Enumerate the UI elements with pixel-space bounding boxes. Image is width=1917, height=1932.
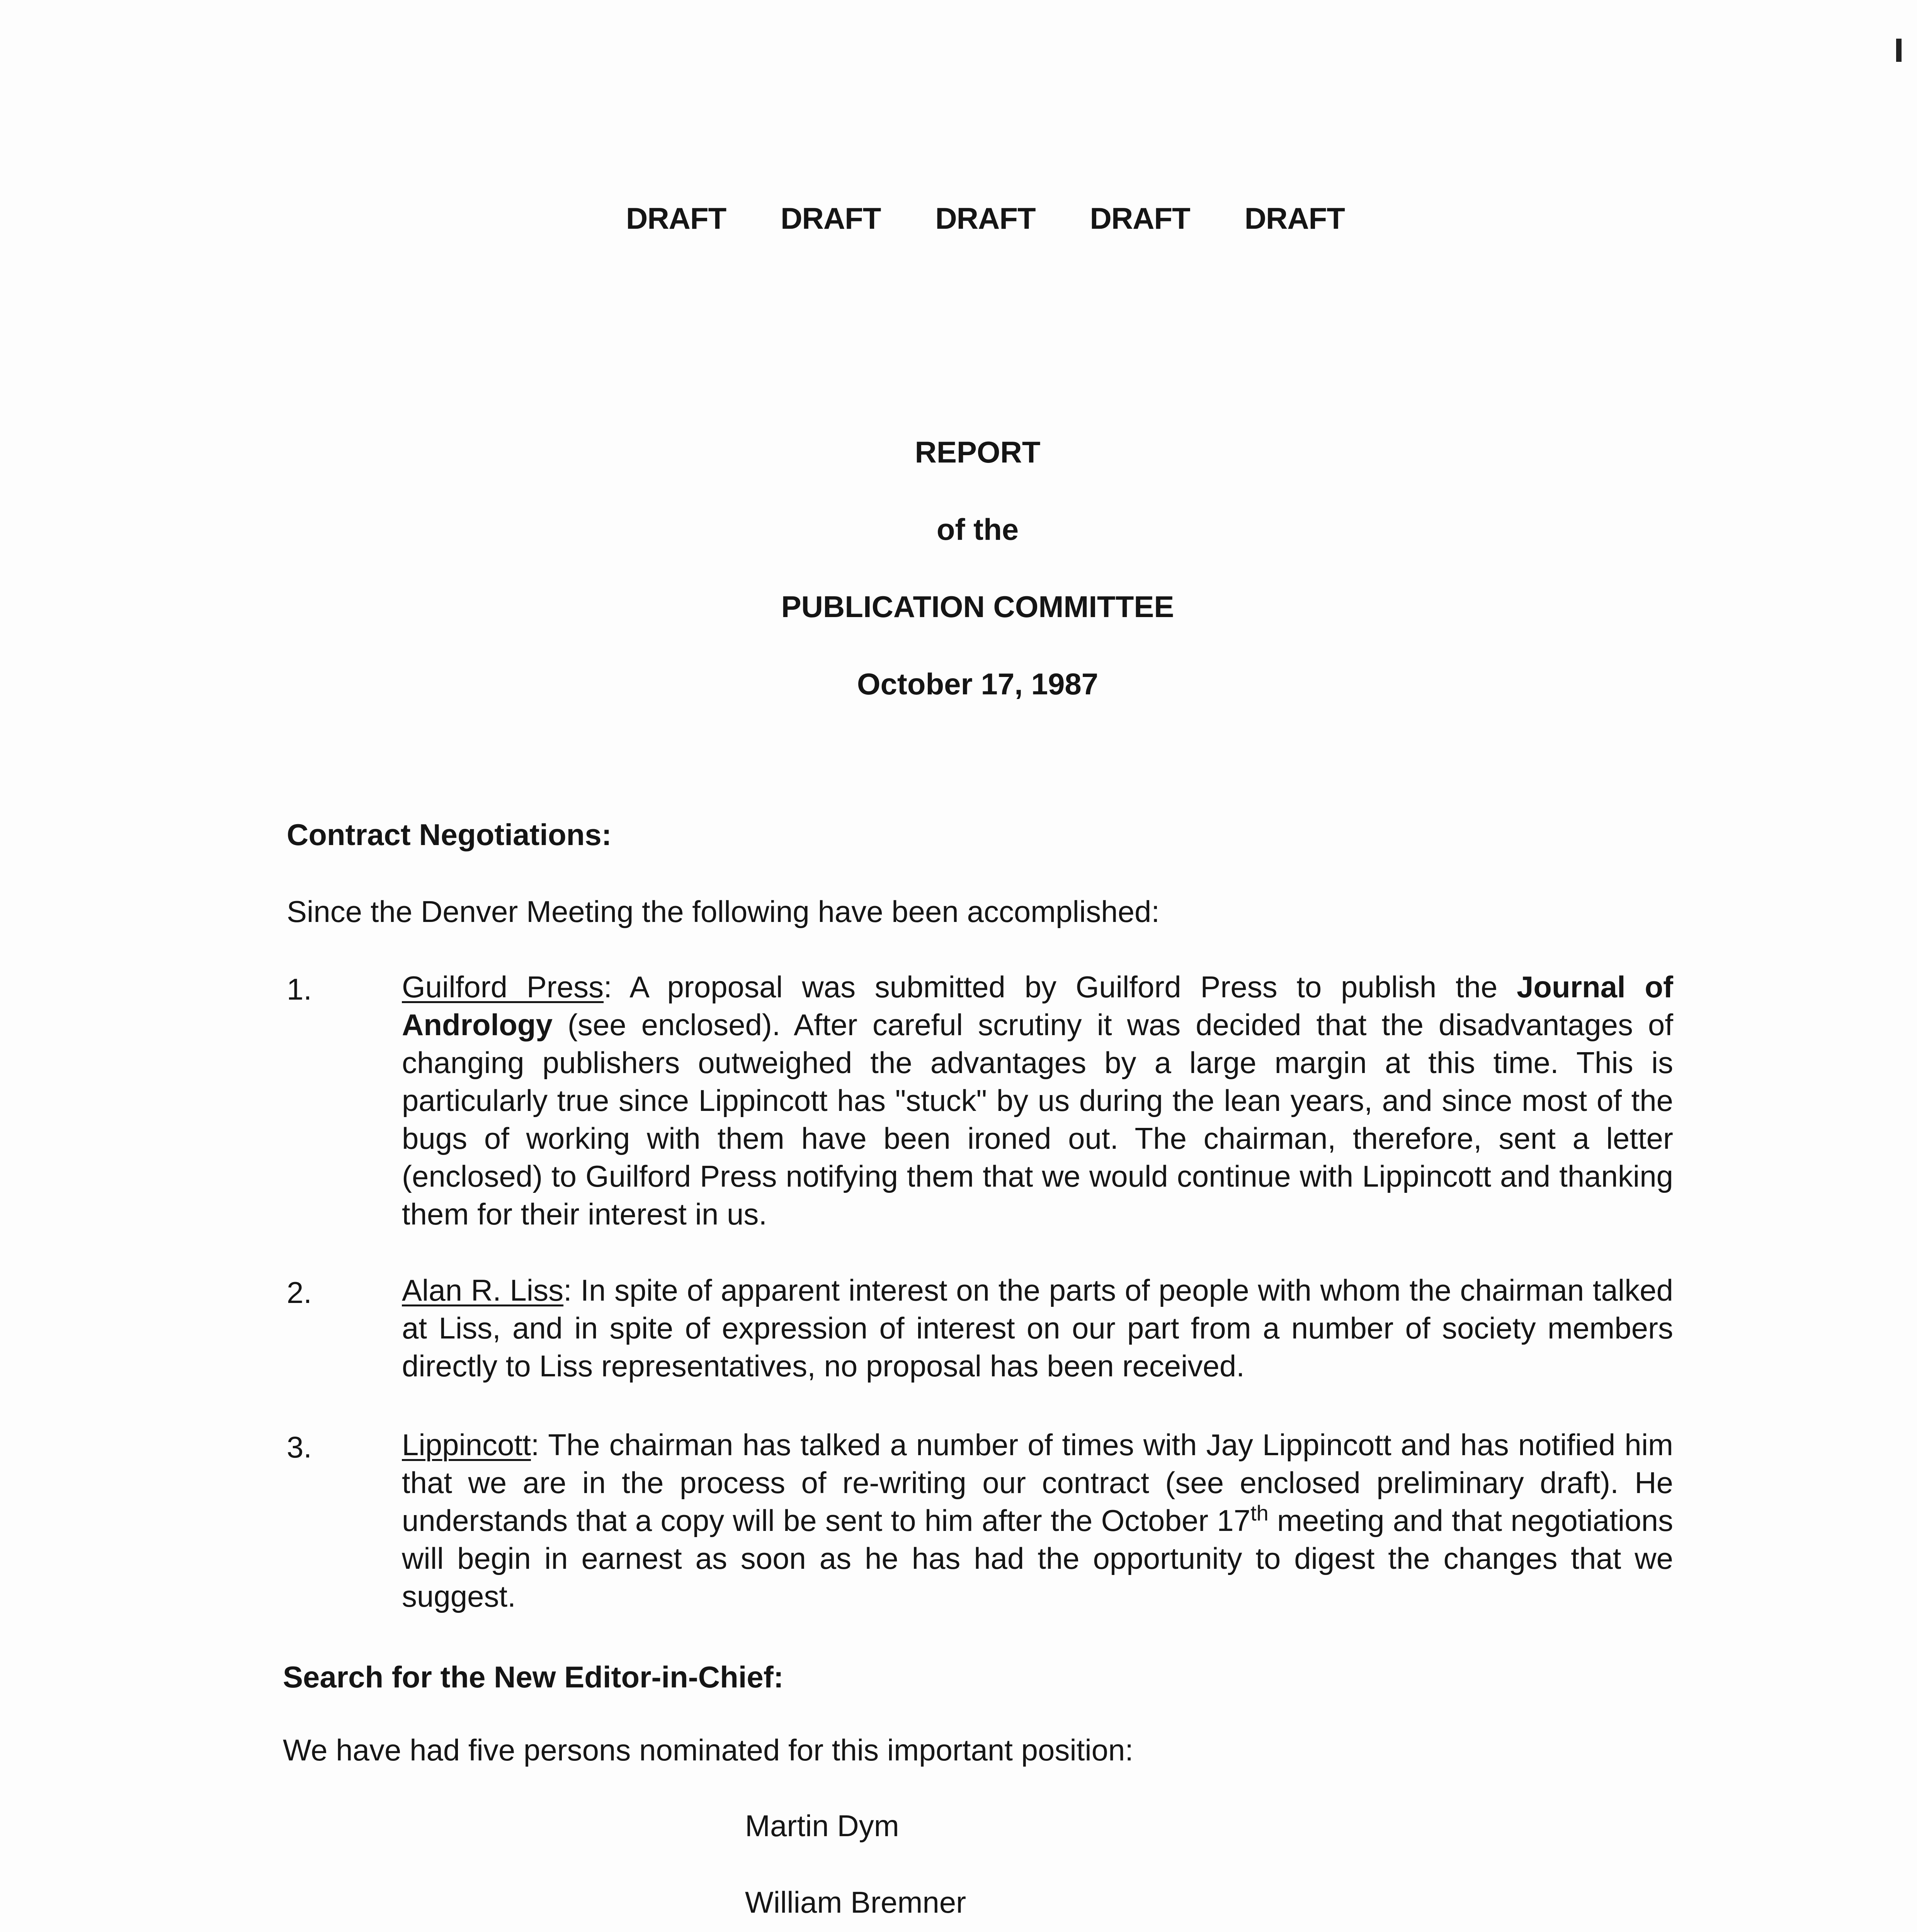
report-date: October 17, 1987 [857,667,1099,701]
report-subtitle: of the [936,512,1019,546]
item-text-part: : In spite of apparent interest on the parts of people with whom the chairman talked at Liss, and in spite of expression of interest on our part from a number of society members directly to Liss representatives, no proposal has been received. [402,1273,1673,1383]
item-text-part: (see enclosed). After careful scrutiny it was decided that the disadvantages of changing publishers outweighed the advantages by a large margin at this time. This is particularly true since Lippincott has "stuck" by us during the lean years, and since most of the bugs of working with them have been ironed out. The chairman, therefore, sent a letter (enclosed) to Guilford Press notifying them that we would continue with Lippincott and thanking them for their interest in us. [402,1008,1673,1231]
item-number: 2. [287,1276,312,1310]
item-name: Guilford Press [402,970,604,1004]
item-guilford [402,968,1673,1233]
search-heading: Search for the New Editor-in-Chief: [283,1660,784,1694]
draft-label: DRAFT [1244,201,1345,235]
committee-title: PUBLICATION COMMITTEE [781,590,1174,624]
item-text-part: : A proposal was submitted by Guilford Press to publish the [604,970,1517,1004]
draft-label: DRAFT [781,201,881,235]
draft-label: DRAFT [935,201,1036,235]
draft-label: DRAFT [626,201,726,235]
corner-mark [1896,39,1902,62]
contract-intro: Since the Denver Meeting the following have been accomplished: [287,895,1160,929]
item-text-part: meeting and that negotiations will begin in earnest as soon as he has had the opportunity to digest the changes that we suggest. [402,1503,1674,1613]
item-liss [402,1271,1673,1385]
superscript: th [1250,1501,1269,1525]
item-name: Lippincott [402,1428,531,1462]
journal-title: Journal of Andrology [402,970,1673,1042]
report-title: REPORT [915,435,1041,469]
item-lippincott [402,1426,1673,1615]
item-number: 1. [287,972,312,1006]
nominee: Martin Dym [745,1809,899,1843]
draft-label: DRAFT [1090,201,1190,235]
contract-heading: Contract Negotiations: [287,818,612,852]
item-name: Alan R. Liss [402,1273,564,1307]
item-text-part: : The chairman has talked a number of times with Jay Lippincott and has notified him that we are in the process of re-writing our contract (see enclosed preliminary draft). He understands that a copy will be sent to him after the October 17 [402,1428,1673,1537]
draft-banner [626,201,1345,236]
nominee: William Bremner [745,1885,966,1919]
item-number: 3. [287,1430,312,1464]
search-intro: We have had five persons nominated for this important position: [283,1733,1134,1767]
